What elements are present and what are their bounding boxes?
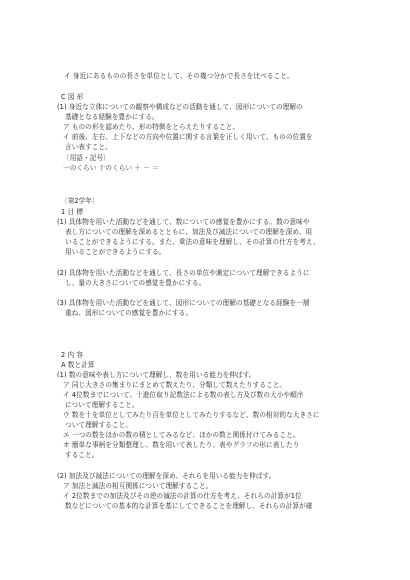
content-1-i-cont: について理解すること。 [65, 401, 139, 409]
content-1-a: ア 同じ大きさの集まりにまとめて数えたり、分類して数えたりすること。 [63, 381, 287, 389]
objectives-heading: 1 目 標 [61, 208, 84, 216]
obj-3-line2: 重ね、図形についての感覚を豊かにする。 [65, 309, 193, 317]
item-a: ア ものの形を認めたり、形の特徴をとらえたりすること。 [63, 123, 240, 131]
content-1-u: ウ 数を十を単位としてみたり百を単位としてみたりするなど、数の相対的な大きさに [63, 411, 320, 419]
obj-1-line2: 表し方についての理解を深めるとともに、加法及び減法についての理解を深め、用 [65, 228, 313, 236]
content-2-a: ア 加法と減法の相互関係について理解すること。 [63, 482, 213, 490]
content-2-i: イ 2位数までの加法及びその逆の減法の計算の仕方を考え、それらの計算が1位 [63, 492, 302, 500]
item-1-heading: (1) 身近な立体についての観察や構成などの活動を通して、図形についての理解の [57, 103, 303, 111]
section-c-heading: C 図 形 [61, 93, 84, 101]
content-1-o-cont: すること。 [65, 451, 99, 459]
content-1-u-cont: ついて理解すること。 [65, 421, 132, 429]
item-i: イ 前後、左右、上下などの方向や位置に関する言葉を正しく用いて、ものの位置を [63, 133, 313, 141]
section-a-heading: A 数と計算 [61, 361, 95, 369]
content-1-o: オ 簡単な事柄を分類整理し、数を用いて表したり、表やグラフの形に表したり [63, 441, 300, 449]
obj-2-line1: (2) 具体物を用いた活動などを通して、長さの単位や測定について理解できるように [57, 269, 310, 277]
content-1-heading: (1) 数の意味や表し方について理解し、数を用いる能力を伸ばす。 [57, 371, 256, 379]
obj-1-line1: (1) 具体物を用いた活動などを通して、数についての感覚を豊かにする。数の意味や [57, 218, 310, 226]
obj-3-line1: (3) 具体物を用いた活動などを通して、図形についての理解の基礎となる経験を一層 [57, 299, 310, 307]
content-2-i-cont: 数などについての基本的な計算を基にしてできることを理解し、それらの計算が確 [65, 502, 313, 510]
item-1-cont: 基礎となる経験を豊かにする。 [65, 113, 159, 121]
terms-symbols: 一のくらい 十のくらい ＋ － ＝ [63, 164, 159, 172]
terms-label: 〔用語・記号〕 [63, 154, 110, 162]
item-i-cont: 言い表すこと。 [65, 143, 112, 151]
obj-1-line3: いることができるようにする。また、乗法の意味を理解し、その計算の仕方を考え、 [65, 238, 320, 246]
line-ii-length-compare: イ 身近にあるものの長さを単位として、その幾つ分かで長さを比べること。 [64, 72, 294, 80]
obj-1-line4: 用いることができるようにする。 [65, 248, 166, 256]
contents-heading: 2 内 容 [61, 351, 84, 359]
content-2-heading: (2) 加法及び減法についての理解を深め、それらを用いる能力を伸ばす。 [57, 472, 276, 480]
content-1-e: エ 一つの数をほかの数の積としてみるなど、ほかの数と関係付けてみること。 [63, 431, 300, 439]
obj-2-line2: し、量の大きさについての感覚を豊かにする。 [65, 279, 206, 287]
grade2-heading: 〔第2学年〕 [61, 197, 99, 205]
content-1-i: イ 4位数までについて、十進位取り記数法による数の表し方及び数の大小や順序 [63, 391, 304, 399]
